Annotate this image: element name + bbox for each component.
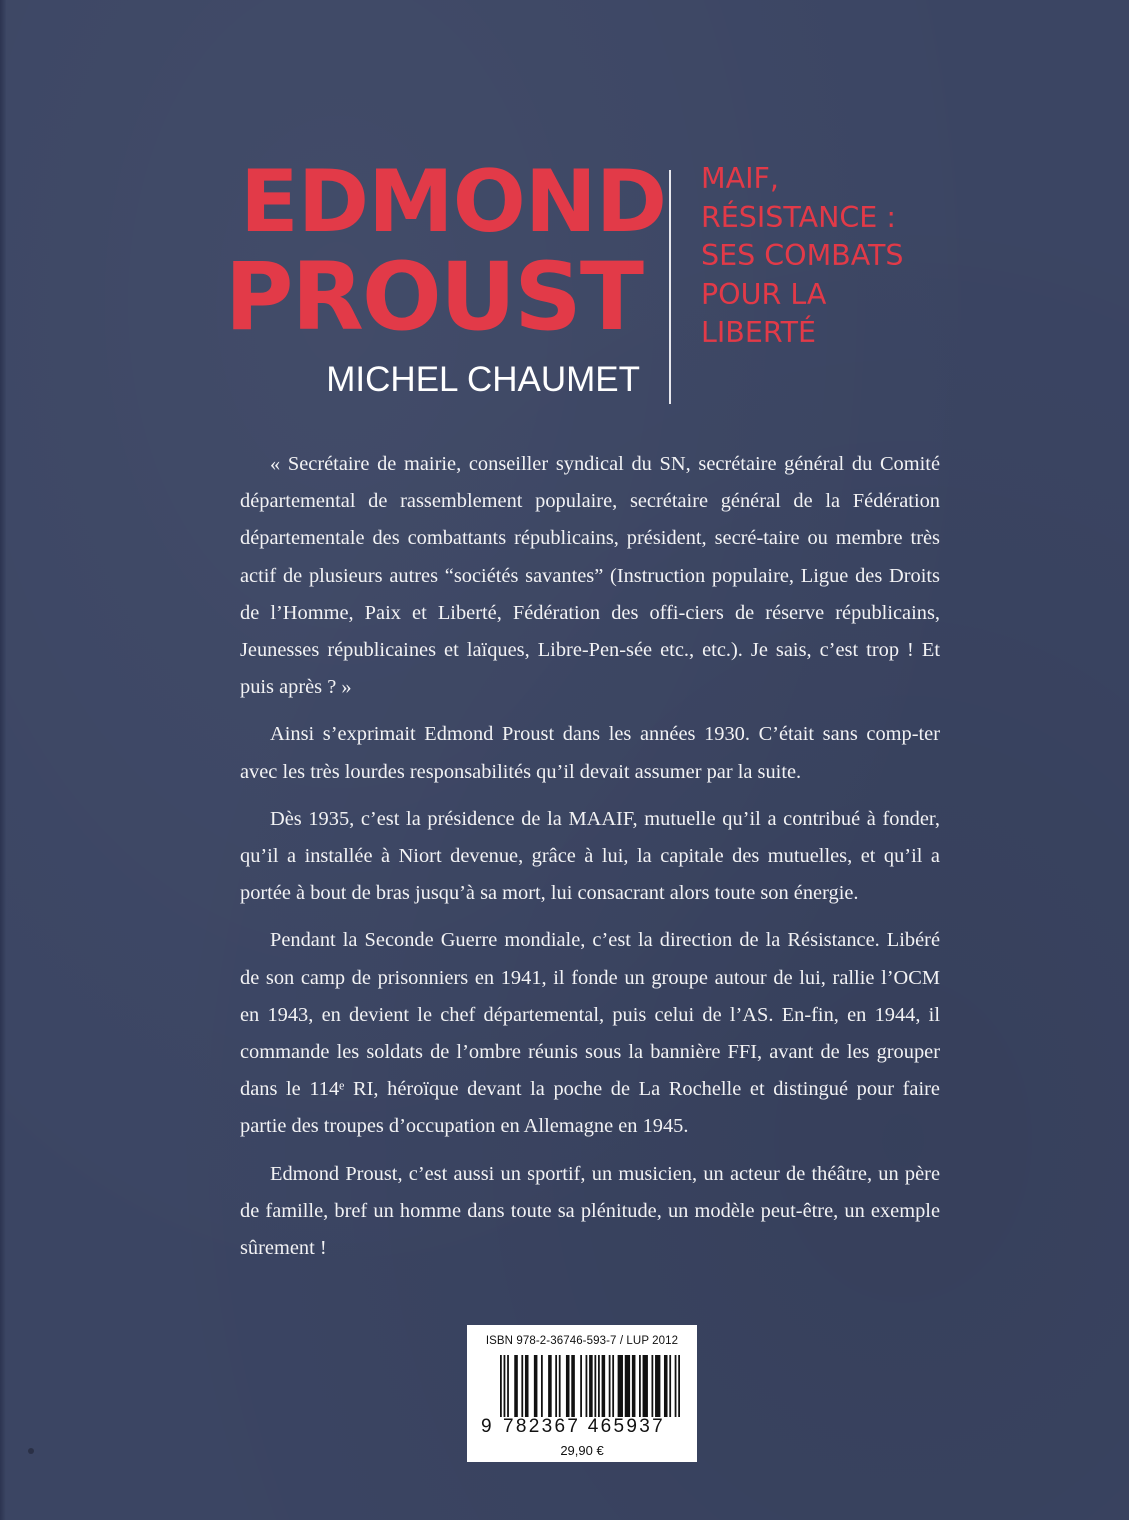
barcode-bar [541, 1355, 543, 1417]
barcode-bar [566, 1355, 570, 1417]
blurb [240, 446, 940, 1277]
barcode-bar [534, 1355, 538, 1417]
barcode-bar [602, 1355, 606, 1417]
barcode-bar [625, 1355, 630, 1417]
barcode-bar [507, 1355, 509, 1417]
barcode-label [467, 1325, 697, 1462]
author-first-name: EDMOND [240, 152, 667, 252]
barcode-bar [651, 1355, 653, 1417]
isbn-text: ISBN 978-2-36746-593-7 / LUP 2012 [485, 1335, 679, 1347]
barcode-bar [594, 1355, 596, 1417]
barcode-bar [609, 1355, 611, 1417]
subtitle-line: RÉSISTANCE : [701, 200, 896, 234]
barcode-bar [678, 1355, 680, 1417]
blurb-quote-paragraph: « Secrétaire de mairie, conseiller syndical du SN, secrétaire général du Comité départemental de rassemblement populaire, secrétaire général de la Fédération départementale des combattants républicains, président, secré-taire ou membre très actif de plusieurs autres “sociétés savantes” (Instruction populaire, Ligue des Droits de l’Homme, Paix et Liberté, Fédération des offi-ciers de réserve républicains, Jeunesses républicaines et laïques, Libre-Pen-sée etc., etc.). Je sais, c’est trop ! Et puis après ? » [240, 453, 940, 699]
barcode-bar [555, 1355, 557, 1417]
barcode-digits: 782367 465937 [503, 1416, 665, 1437]
title-divider [669, 170, 671, 404]
blurb-paragraph: Pendant la Seconde Guerre mondiale, c’est la direction de la Résistance. Libéré de son camp de prisonniers en 1941, il fonde un groupe autour de lui, rallie l’OCM en 1943, en devient le chef départemental, puis celui de l’AS. En-fin, en 1944, il commande les soldats de l’ombre réunis sous la bannière FFI, avant de les grouper dans le 114ᵉ RI, héroïque devant la poche de La Rochelle et distingué pour faire partie des troupes d’occupation en Allemagne en 1945. [240, 929, 940, 1138]
subtitle-line: MAIF, [701, 162, 779, 195]
price: 29,90 € [560, 1443, 604, 1458]
page-edge [0, 0, 6, 1520]
barcode-bar [632, 1355, 636, 1417]
barcode-bar [639, 1355, 641, 1417]
blurb-paragraph: Ainsi s’exprimait Edmond Proust dans les années 1930. C’était sans comp-ter avec les très lourdes responsabilités qu’il devait assumer par la suite. [240, 723, 940, 783]
barcode-bar [669, 1355, 671, 1417]
barcode-bar [612, 1355, 614, 1417]
subtitle-line: LIBERTÉ [701, 316, 816, 349]
barcode-bar [504, 1355, 506, 1417]
barcode-bar [586, 1355, 588, 1417]
barcode-bar [521, 1355, 523, 1417]
book-subtitle [701, 160, 941, 353]
barcode-bar [500, 1355, 502, 1417]
author-last-name: PROUST [224, 243, 642, 352]
blurb-paragraph: Edmond Proust, c’est aussi un sportif, un musicien, un acteur de théâtre, un père de famille, bref un homme dans toute sa plénitude, un modèle peut-être, un exemple sûrement ! [240, 1162, 940, 1260]
barcode-bar [589, 1355, 593, 1417]
barcode-bar [514, 1355, 518, 1417]
barcode-bar [580, 1355, 582, 1417]
barcode-bar [559, 1355, 561, 1417]
barcode-bar [525, 1355, 529, 1417]
barcode-bar [675, 1355, 677, 1417]
blurb-paragraph: Dès 1935, c’est la présidence de la MAAIF, mutuelle qu’il a contribué à fonder, qu’il a installée à Niort devenue, grâce à lui, la capitale des mutuelles, et qu’il a portée à bout de bras jusqu’à sa mort, lui consacrant alors toute son énergie. [240, 807, 940, 905]
barcode-bar [571, 1355, 575, 1417]
barcode-first-digit: 9 [481, 1416, 492, 1437]
barcode-bar [643, 1355, 648, 1417]
barcode-bar [664, 1355, 668, 1417]
barcode-bar [548, 1355, 552, 1417]
subtitle-line: SES COMBATS [701, 239, 904, 272]
book-author: MICHEL CHAUMET [326, 360, 640, 399]
subtitle-line: POUR LA [701, 277, 827, 311]
barcode-bar [655, 1355, 660, 1417]
barcode-bar [618, 1355, 623, 1417]
cover-blemish [28, 1448, 34, 1454]
barcode-bar [598, 1355, 600, 1417]
barcode-bars [500, 1355, 680, 1417]
